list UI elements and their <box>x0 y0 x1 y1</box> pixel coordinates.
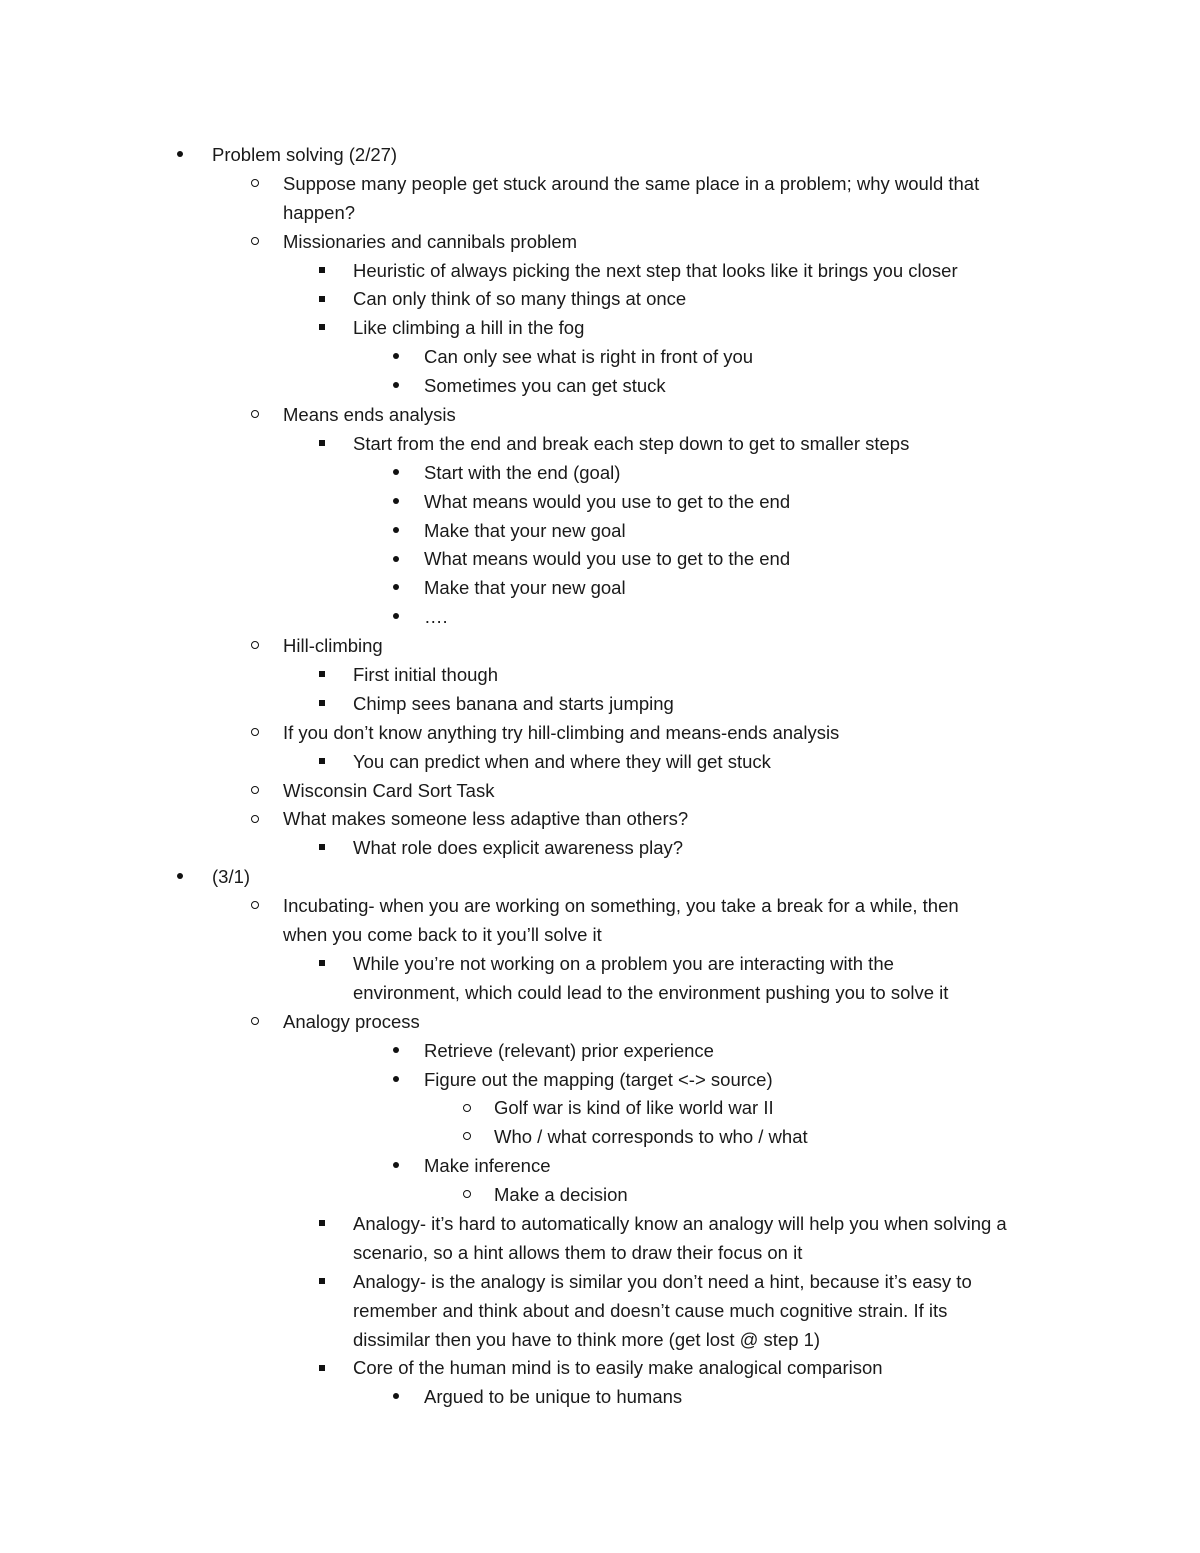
outline-line <box>0 1239 1200 1268</box>
outline-line <box>0 1123 1200 1152</box>
outline-text: Analogy- it’s hard to automatically know an analogy will help you when solving a <box>353 1212 1007 1234</box>
outline-line <box>0 805 1200 834</box>
bullet-dot-icon <box>168 863 192 892</box>
outline-line <box>0 748 1200 777</box>
notes-outline <box>0 141 1200 1412</box>
outline-text: If you don’t know anything try hill-climbing and means-ends analysis <box>283 721 840 743</box>
outline-text: Retrieve (relevant) prior experience <box>424 1039 714 1061</box>
bullet-dot-icon <box>384 372 408 401</box>
outline-text: You can predict when and where they will get stuck <box>353 750 771 772</box>
outline-text: Make inference <box>424 1155 551 1177</box>
bullet-dot-icon <box>384 1152 408 1181</box>
outline-text: when you come back to it you’ll solve it <box>283 924 602 946</box>
outline-line <box>0 603 1200 632</box>
outline-text: Chimp sees banana and starts jumping <box>353 692 674 714</box>
outline-text: Make that your new goal <box>424 577 626 599</box>
outline-line <box>0 372 1200 401</box>
outline-text: dissimilar then you have to think more (get lost @ step 1) <box>353 1328 821 1350</box>
outline-line <box>0 1152 1200 1181</box>
outline-line <box>0 690 1200 719</box>
outline-line <box>0 459 1200 488</box>
bullet-dot-icon <box>384 1037 408 1066</box>
outline-line <box>0 141 1200 170</box>
outline-line <box>0 719 1200 748</box>
outline-text: While you’re not working on a problem you are interacting with the <box>353 952 894 974</box>
bullet-dot-icon <box>384 545 408 574</box>
outline-line <box>0 314 1200 343</box>
bullet-circle-icon <box>243 805 267 834</box>
outline-line <box>0 257 1200 286</box>
outline-line <box>0 1008 1200 1037</box>
bullet-square-icon <box>310 1210 334 1239</box>
outline-line <box>0 488 1200 517</box>
outline-line <box>0 979 1200 1008</box>
bullet-dot-icon <box>168 141 192 170</box>
bullet-circle-icon <box>243 777 267 806</box>
outline-line <box>0 228 1200 257</box>
outline-text: Start from the end and break each step down to get to smaller steps <box>353 432 910 454</box>
outline-text: Means ends analysis <box>283 404 456 426</box>
outline-text: Make that your new goal <box>424 519 626 541</box>
outline-text: What makes someone less adaptive than others? <box>283 808 689 830</box>
outline-line <box>0 1326 1200 1355</box>
outline-text: Incubating- when you are working on something, you take a break for a while, then <box>283 895 959 917</box>
bullet-circle-icon <box>243 170 267 199</box>
outline-line <box>0 1037 1200 1066</box>
outline-text: What role does explicit awareness play? <box>353 837 684 859</box>
outline-line <box>0 430 1200 459</box>
outline-text: Golf war is kind of like world war II <box>494 1097 774 1119</box>
bullet-circle-icon <box>455 1123 479 1152</box>
bullet-circle-icon <box>455 1181 479 1210</box>
outline-text: Can only think of so many things at once <box>353 288 687 310</box>
bullet-dot-icon <box>384 459 408 488</box>
outline-text: Problem solving (2/27) <box>212 144 398 165</box>
outline-text: environment, which could lead to the environment pushing you to solve it <box>353 981 949 1003</box>
outline-text: happen? <box>283 201 356 223</box>
outline-text: Hill-climbing <box>283 635 383 657</box>
outline-line <box>0 777 1200 806</box>
bullet-dot-icon <box>384 1066 408 1095</box>
outline-line <box>0 632 1200 661</box>
outline-text: Missionaries and cannibals problem <box>283 230 578 252</box>
outline-text: …. <box>424 606 448 628</box>
outline-text: (3/1) <box>212 866 251 888</box>
bullet-circle-icon <box>243 719 267 748</box>
outline-line <box>0 574 1200 603</box>
bullet-square-icon <box>310 950 334 979</box>
outline-text: Make a decision <box>494 1184 628 1206</box>
outline-text: remember and think about and doesn’t cause much cognitive strain. If its <box>353 1299 948 1321</box>
bullet-circle-icon <box>243 632 267 661</box>
outline-text: Wisconsin Card Sort Task <box>283 779 495 801</box>
outline-line <box>0 517 1200 546</box>
outline-text: Analogy- is the analogy is similar you don’t need a hint, because it’s easy to <box>353 1270 972 1292</box>
outline-text: Start with the end (goal) <box>424 461 621 483</box>
bullet-circle-icon <box>243 228 267 257</box>
bullet-dot-icon <box>384 488 408 517</box>
outline-line <box>0 1094 1200 1123</box>
outline-line <box>0 921 1200 950</box>
outline-line <box>0 1066 1200 1095</box>
outline-line <box>0 661 1200 690</box>
bullet-square-icon <box>310 430 334 459</box>
bullet-square-icon <box>310 834 334 863</box>
outline-line <box>0 401 1200 430</box>
bullet-square-icon <box>310 748 334 777</box>
bullet-circle-icon <box>243 1008 267 1037</box>
bullet-circle-icon <box>243 401 267 430</box>
outline-text: Heuristic of always picking the next step that looks like it brings you closer <box>353 259 958 281</box>
outline-text: Who / what corresponds to who / what <box>494 1126 808 1148</box>
outline-line <box>0 1297 1200 1326</box>
outline-text: Like climbing a hill in the fog <box>353 317 585 339</box>
outline-line <box>0 1181 1200 1210</box>
outline-line <box>0 892 1200 921</box>
bullet-square-icon <box>310 690 334 719</box>
outline-text: Core of the human mind is to easily make analogical comparison <box>353 1357 883 1379</box>
bullet-square-icon <box>310 1354 334 1383</box>
outline-text: scenario, so a hint allows them to draw their focus on it <box>353 1241 803 1263</box>
outline-text: What means would you use to get to the end <box>424 490 791 512</box>
outline-line <box>0 343 1200 372</box>
bullet-circle-icon <box>455 1094 479 1123</box>
bullet-dot-icon <box>384 603 408 632</box>
outline-line <box>0 834 1200 863</box>
bullet-square-icon <box>310 661 334 690</box>
bullet-dot-icon <box>384 1383 408 1412</box>
outline-line <box>0 199 1200 228</box>
outline-line <box>0 1210 1200 1239</box>
outline-text: What means would you use to get to the end <box>424 548 791 570</box>
outline-line <box>0 285 1200 314</box>
bullet-dot-icon <box>384 343 408 372</box>
bullet-square-icon <box>310 1268 334 1297</box>
outline-line <box>0 950 1200 979</box>
bullet-circle-icon <box>243 892 267 921</box>
outline-line <box>0 1354 1200 1383</box>
outline-text: Can only see what is right in front of you <box>424 346 754 368</box>
outline-line <box>0 170 1200 199</box>
bullet-square-icon <box>310 314 334 343</box>
outline-text: Sometimes you can get stuck <box>424 375 666 397</box>
bullet-dot-icon <box>384 574 408 603</box>
outline-text: Analogy process <box>283 1010 420 1032</box>
outline-line <box>0 863 1200 892</box>
bullet-square-icon <box>310 257 334 286</box>
outline-line <box>0 1383 1200 1412</box>
outline-text: Figure out the mapping (target <-> source) <box>424 1068 773 1090</box>
outline-text: Argued to be unique to humans <box>424 1386 683 1408</box>
outline-text: Suppose many people get stuck around the same place in a problem; why would that <box>283 172 980 194</box>
bullet-dot-icon <box>384 517 408 546</box>
outline-line <box>0 545 1200 574</box>
outline-text: First initial though <box>353 664 498 686</box>
bullet-square-icon <box>310 285 334 314</box>
outline-line <box>0 1268 1200 1297</box>
